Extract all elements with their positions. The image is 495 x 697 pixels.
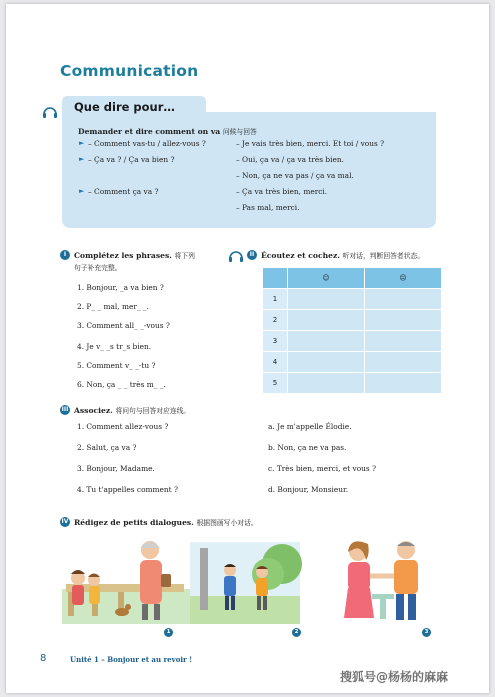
check-cell[interactable] xyxy=(365,331,442,352)
answer-1: – Je vais très bien, merci. Et toi / vous ? xyxy=(236,139,385,148)
ex2-title-cn: 听对话，判断回答者状态。 xyxy=(342,252,425,260)
illustration-grandmother-greeting xyxy=(62,534,190,624)
ex1-item-3: 3. Comment all_ _-vous ? xyxy=(77,321,170,330)
check-cell[interactable] xyxy=(365,289,442,310)
ex4-title-fr: Rédigez de petits dialogues. xyxy=(74,518,194,527)
table-row xyxy=(263,373,442,394)
page-number: 8 xyxy=(40,653,47,664)
check-cell[interactable] xyxy=(288,331,365,352)
ex1-item-2: 2. P_ _ mal, mer_ _. xyxy=(77,302,149,311)
exercise-3-title xyxy=(74,405,190,415)
check-cell[interactable] xyxy=(288,373,365,394)
row-number: 2 xyxy=(263,310,288,331)
picture-3-number: 3 xyxy=(422,628,431,637)
arrow-icon: ► xyxy=(79,187,85,195)
answer-2: – Oui, ça va / ça va très bien. xyxy=(236,155,345,164)
picture-1-number: 1 xyxy=(164,628,173,637)
row-number: 3 xyxy=(263,331,288,352)
answer-4: – Ça va très bien, merci. xyxy=(236,187,328,196)
exercise-1-badge: I xyxy=(60,250,70,260)
ex3-title-cn: 将问句与回答对应连线。 xyxy=(115,407,191,415)
ex3-right-c: c. Très bien, merci, et vous ? xyxy=(268,464,377,473)
arrow-icon: ► xyxy=(79,155,85,163)
exercise-4-badge: IV xyxy=(61,518,69,525)
check-cell[interactable] xyxy=(365,352,442,373)
illustration-boys-meeting xyxy=(190,534,308,624)
textbook-page xyxy=(6,4,489,693)
ex3-right-a: a. Je m'appelle Élodie. xyxy=(268,422,352,431)
exercise-4-title xyxy=(74,517,258,527)
subtitle-fr: Demander et dire comment on va xyxy=(78,127,221,136)
ex3-left-4: 4. Tu t'appelles comment ? xyxy=(77,485,178,494)
picture-2-number: 2 xyxy=(292,628,301,637)
question-1: – Comment vas-tu / allez-vous ? xyxy=(88,139,206,148)
check-cell[interactable] xyxy=(365,373,442,394)
col-happy: ☺ xyxy=(288,268,365,289)
ex1-item-4: 4. Je v_ _s tr_s bien. xyxy=(77,342,152,351)
ex2-title-fr: Écoutez et cochez. xyxy=(261,251,340,260)
ex3-right-b: b. Non, ça ne va pas. xyxy=(268,443,347,452)
illustration-handshake xyxy=(322,534,438,624)
question-2: – Ça va ? / Ça va bien ? xyxy=(88,155,175,164)
ex3-left-3: 3. Bonjour, Madame. xyxy=(77,464,155,473)
exercise-1-title xyxy=(74,250,195,260)
ex1-title-fr: Complétez les phrases. xyxy=(74,251,172,260)
exercise-1-title-line2: 句子补充完整。 xyxy=(74,264,122,272)
table-header-row xyxy=(263,268,442,289)
headphones-icon xyxy=(228,249,244,263)
subtitle-cn: 问候与回答 xyxy=(222,128,257,136)
ex3-left-2: 2. Salut, ça va ? xyxy=(77,443,137,452)
answer-5: – Pas mal, merci. xyxy=(236,203,300,212)
check-cell[interactable] xyxy=(365,310,442,331)
ex1-title-cn: 将下列 xyxy=(174,252,195,260)
ex3-right-d: d. Bonjour, Monsieur. xyxy=(268,485,349,494)
col-sad: ☹ xyxy=(365,268,442,289)
check-cell[interactable] xyxy=(288,352,365,373)
row-number: 1 xyxy=(263,289,288,310)
table-row xyxy=(263,352,442,373)
check-cell[interactable] xyxy=(288,289,365,310)
ex4-title-cn: 根据图画写小对话。 xyxy=(196,519,258,527)
exercise-2-badge: II xyxy=(247,250,257,260)
exercise-2-title xyxy=(261,250,424,260)
ex1-item-1: 1. Bonjour, _a va bien ? xyxy=(77,283,164,292)
question-3: – Comment ça va ? xyxy=(88,187,159,196)
table-corner xyxy=(263,268,288,289)
row-number: 5 xyxy=(263,373,288,394)
ex3-title-fr: Associez. xyxy=(74,406,113,415)
que-dire-subtitle xyxy=(78,126,257,136)
ex1-item-6: 6. Non, ça _ _ très m_ _. xyxy=(77,380,166,389)
table-row xyxy=(263,310,442,331)
row-number: 4 xyxy=(263,352,288,373)
ex3-left-1: 1. Comment allez-vous ? xyxy=(77,422,169,431)
que-dire-title: Que dire pour… xyxy=(74,100,175,114)
section-title: Communication xyxy=(60,62,199,80)
arrow-icon: ► xyxy=(79,139,85,147)
answer-3: – Non, ça ne va pas / ça va mal. xyxy=(236,171,354,180)
watermark: 搜狐号@杨杨的麻麻 xyxy=(340,670,449,684)
table-row xyxy=(263,331,442,352)
unit-title: Unité 1 – Bonjour et au revoir ! xyxy=(70,655,193,664)
check-cell[interactable] xyxy=(288,310,365,331)
listening-table xyxy=(262,267,442,394)
exercise-3-badge: III xyxy=(61,406,69,413)
table-row xyxy=(263,289,442,310)
headphones-icon xyxy=(42,105,58,119)
ex1-item-5: 5. Comment v_ _-tu ? xyxy=(77,361,156,370)
